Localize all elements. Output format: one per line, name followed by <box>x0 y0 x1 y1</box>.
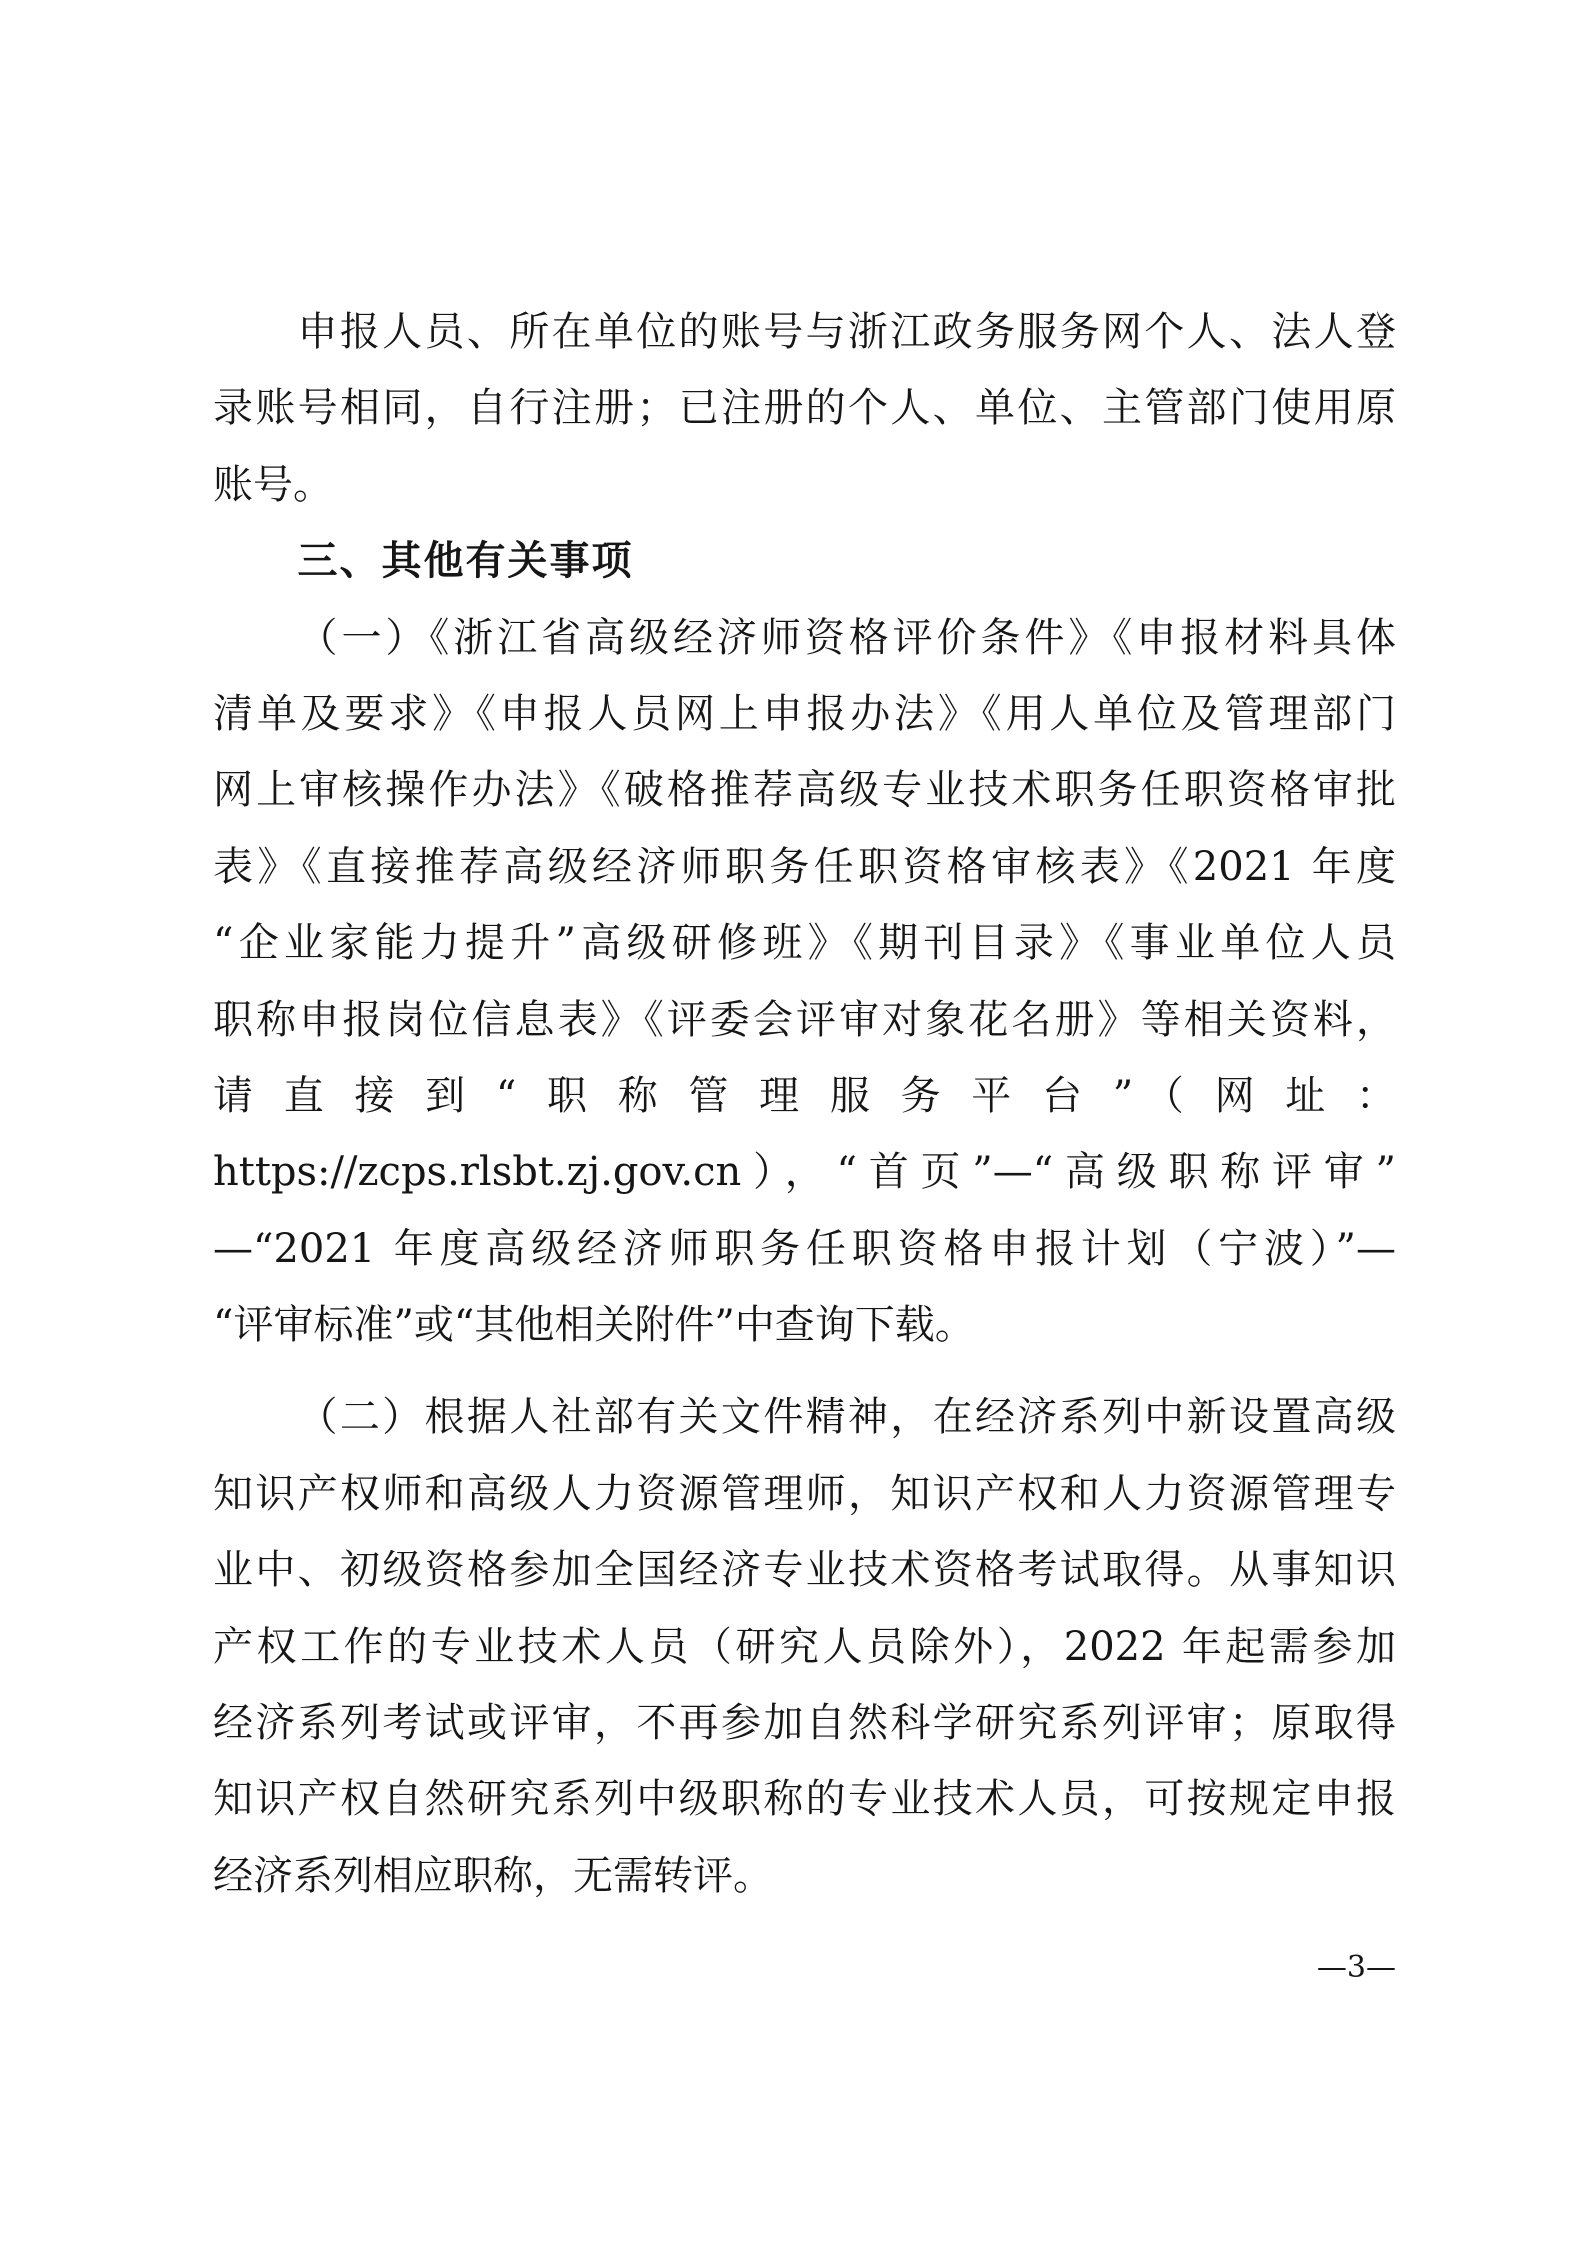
paragraph-item-one <box>213 600 1396 1364</box>
paragraph-line: 表》《直接推荐高级经济师职务任职资格审核表》《2021 年度 <box>213 843 1396 890</box>
section-heading: 三、其他有关事项 <box>297 538 634 585</box>
url-line: https://zcps.rlsbt.zj.gov.cn），“首页”—“高级职称评审” <box>213 1149 1396 1196</box>
paragraph-line: （二）根据人社部有关文件精神，在经济系列中新设置高级 <box>297 1394 1396 1441</box>
paragraph-line: 职称申报岗位信息表》《评委会评审对象花名册》等相关资料， <box>213 996 1396 1043</box>
section-heading-block <box>213 523 1396 599</box>
paragraph-line: 产权工作的专业技术人员（研究人员除外），2022 年起需参加 <box>213 1623 1396 1670</box>
page-number: —3— <box>1316 1950 1396 1985</box>
paragraph-account-info <box>213 294 1396 523</box>
paragraph-line: “评审标准”或“其他相关附件”中查询下载。 <box>213 1302 975 1349</box>
paragraph-line: 经济系列考试或评审，不再参加自然科学研究系列评审；原取得 <box>213 1700 1396 1747</box>
paragraph-line: 申报人员、所在单位的账号与浙江政务服务网个人、法人登 <box>297 309 1396 355</box>
paragraph-line: （一）《浙江省高级经济师资格评价条件》《申报材料具体 <box>297 614 1396 661</box>
paragraph-item-two <box>213 1379 1396 1914</box>
paragraph-line: “企业家能力提升”高级研修班》《期刊目录》《事业单位人员 <box>213 920 1396 967</box>
paragraph-line: 知识产权自然研究系列中级职称的专业技术人员，可按规定申报 <box>213 1776 1396 1823</box>
paragraph-line: 录账号相同，自行注册；已注册的个人、单位、主管部门使用原 <box>213 385 1396 432</box>
paragraph-line: 账号。 <box>213 461 333 508</box>
paragraph-line: 清单及要求》《申报人员网上申报办法》《用人单位及管理部门 <box>213 690 1396 737</box>
paragraph-line: 知识产权师和高级人力资源管理师，知识产权和人力资源管理专 <box>213 1470 1396 1517</box>
body-text <box>213 294 1396 1914</box>
paragraph-line: 请直接到“职称管理服务平台”（网址： <box>213 1072 1396 1119</box>
paragraph-line: 经济系列相应职称，无需转评。 <box>213 1852 773 1899</box>
paragraph-line: 网上审核操作办法》《破格推荐高级专业技术职务任职资格审批 <box>213 767 1396 814</box>
paragraph-line: —“2021 年度高级经济师职务任职资格申报计划（宁波）”— <box>213 1225 1396 1272</box>
paragraph-line: 业中、初级资格参加全国经济专业技术资格考试取得。从事知识 <box>213 1547 1396 1594</box>
